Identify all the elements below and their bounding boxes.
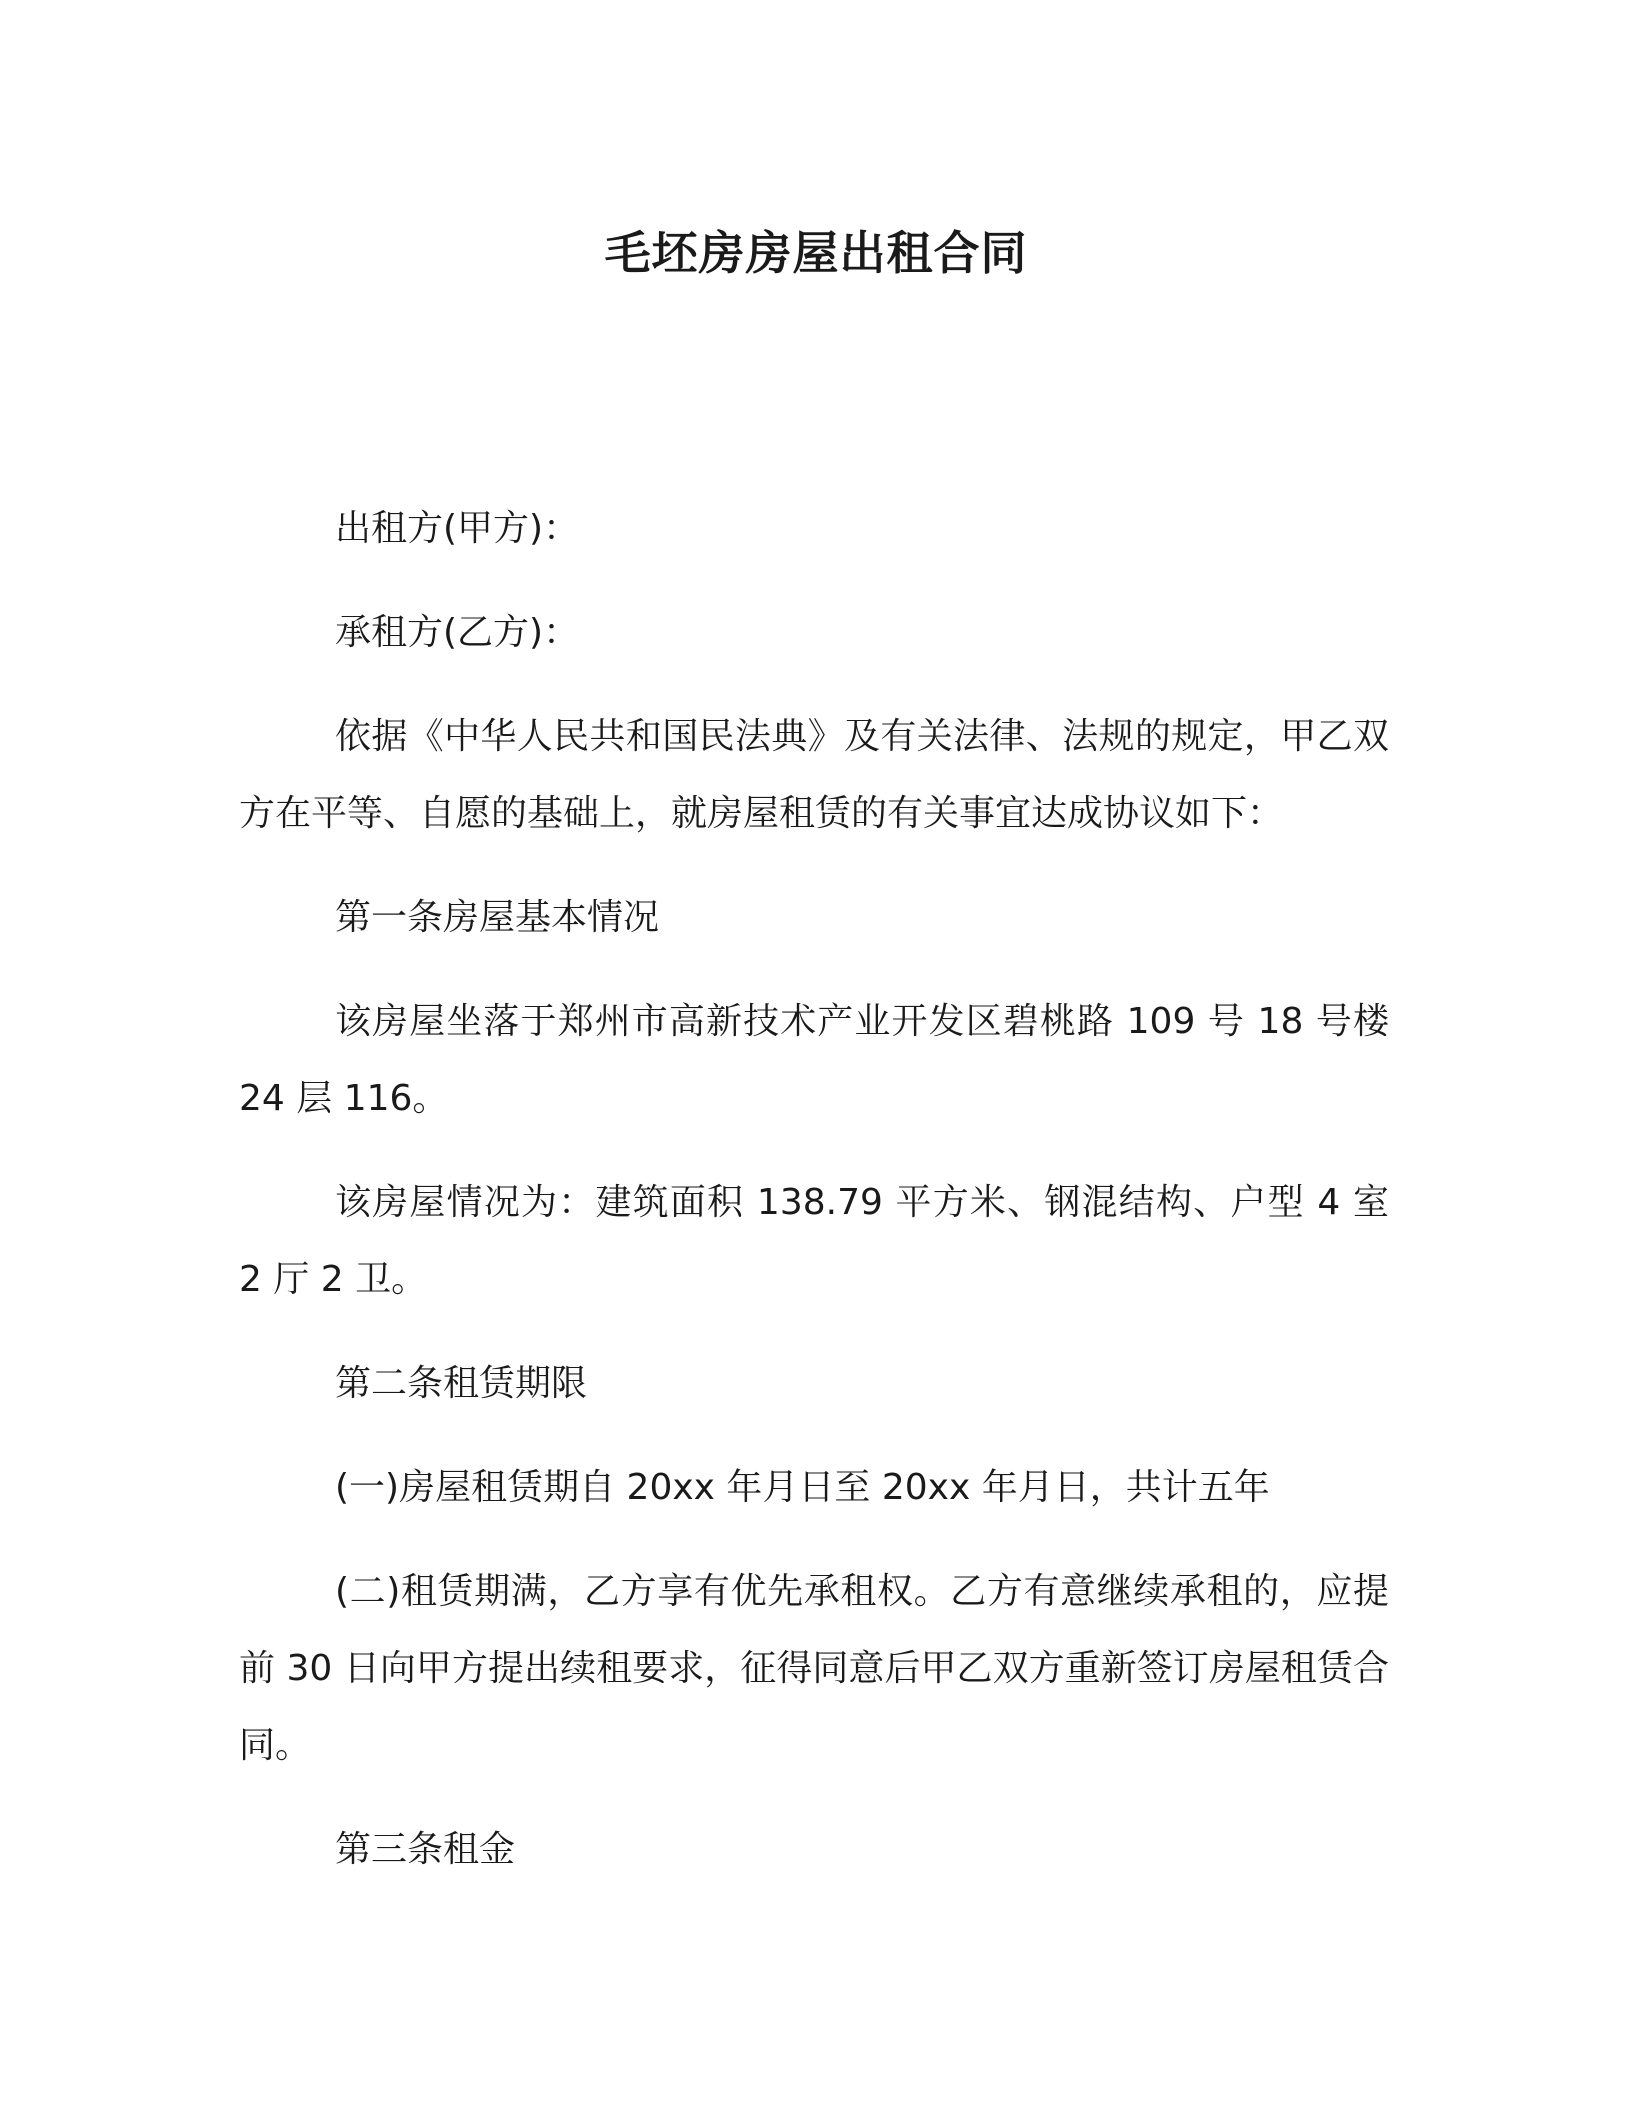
paragraph-lessee: 承租方(乙方)： (335, 612, 580, 653)
document-title: 毛坯房房屋出租合同 (604, 226, 1028, 280)
paragraph-lessor: 出租方(甲方)： (335, 508, 580, 549)
paragraph-house-info: 该房屋情况为：建筑面积 138.79 平方米、钢混结构、户型 4 室 2 厅 2 卫。 (239, 1182, 1389, 1300)
heading-article-2: 第二条租赁期限 (335, 1363, 588, 1404)
paragraph-preamble: 依据《中华人民共和国民法典》及有关法律、法规的规定，甲乙双方在平等、自愿的基础上，就房屋租赁的有关事宜达成协议如下： (239, 716, 1389, 834)
heading-article-1: 第一条房屋基本情况 (335, 897, 660, 938)
paragraph-term-1: (一)房屋租赁期自 20xx 年月日至 20xx 年月日，共计五年 (335, 1467, 1270, 1508)
document-body (239, 490, 1389, 1915)
paragraph-location: 该房屋坐落于郑州市高新技术产业开发区碧桃路 109 号 18 号楼 24 层 116。 (239, 1001, 1389, 1119)
heading-article-3: 第三条租金 (335, 1829, 516, 1870)
paragraph-term-2: (二)租赁期满，乙方享有优先承租权。乙方有意继续承租的，应提前 30 日向甲方提出续租要求，征得同意后甲乙双方重新签订房屋租赁合同。 (239, 1571, 1389, 1766)
